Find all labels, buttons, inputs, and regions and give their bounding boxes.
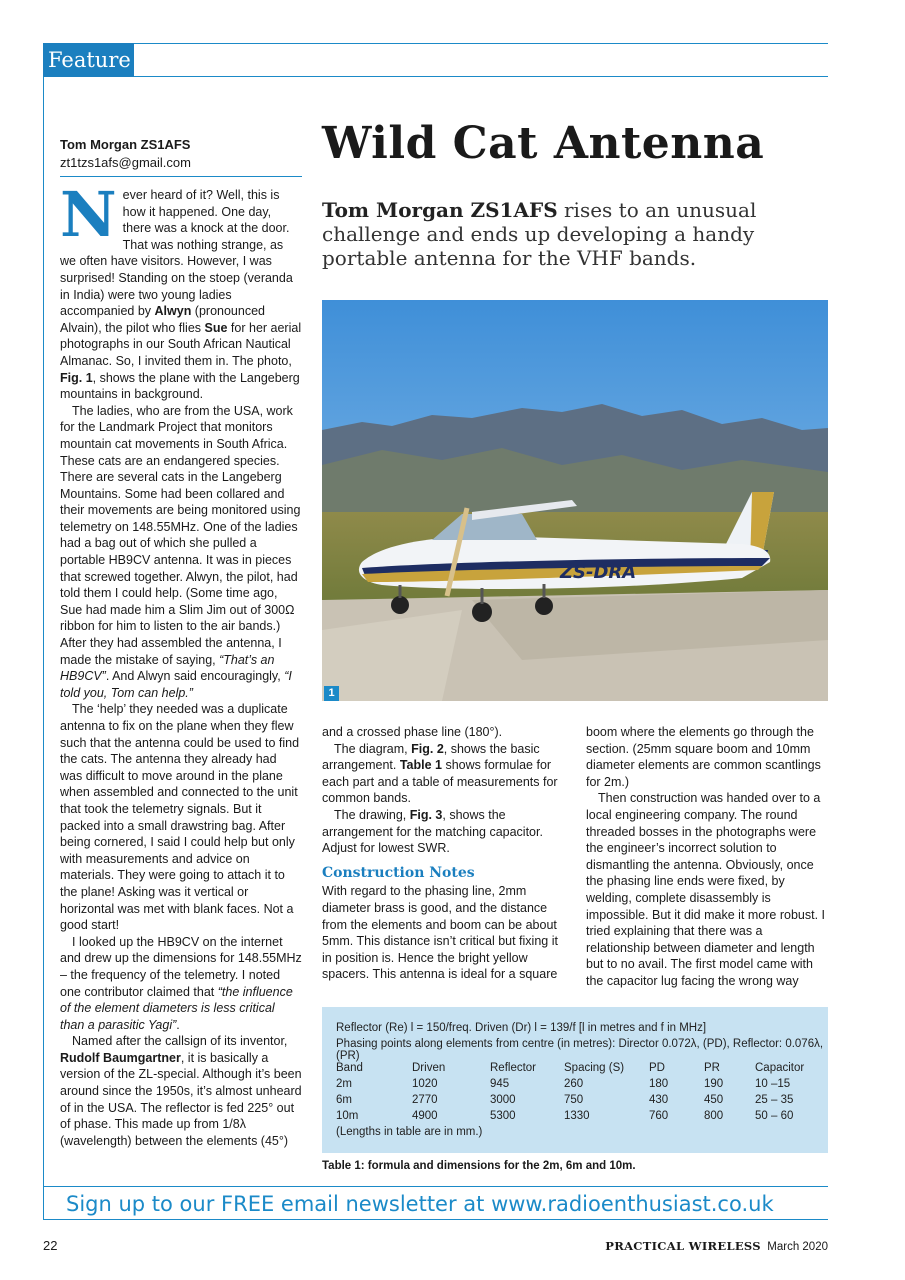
table-cell: 3000 (490, 1094, 516, 1106)
table-cell: 10m (336, 1110, 359, 1122)
fig-ref: Fig. 3 (409, 807, 443, 822)
table-header: Driven (412, 1062, 446, 1074)
table-header: PD (649, 1062, 665, 1074)
table-formula: Reflector (Re) l = 150/freq. Driven (Dr) l = 139/f [l in metres and f in MHz] (336, 1022, 707, 1034)
table-1 (322, 1007, 828, 1153)
table-cell: 450 (704, 1094, 724, 1106)
text-run: for her aerial photographs in our South African Nautical Almanac. So, I invited them in. The photo, (60, 320, 302, 368)
table-cell: 945 (490, 1078, 510, 1090)
table-cell: 4900 (412, 1110, 438, 1122)
table-caption: Table 1: formula and dimensions for the 2m, 6m and 10m. (322, 1160, 636, 1172)
text-run: The ladies, who are from the USA, work for the Landmark Project that monitors mountain cat movements in South Africa. These cats are an endangered species. There are several cats in the Langeberg Mountains. Some had been collared and their movements are being monitored using telemetry on 148.55MHz. One of the ladies had a bag out of which she pulled a portable HB9CV antenna. It was in pieces that screwed together. Alwyn, the pilot, had told them I could help. (Some time ago, Sue had made him a Slim Jim out of 300Ω ribbon for him to listen to the air bands.) After they had assembled the antenna, I made the mistake of saying, (60, 403, 301, 667)
banner-rule-top (43, 1186, 828, 1187)
fig-ref: Fig. 1 (60, 370, 93, 385)
table-header: PR (704, 1062, 720, 1074)
quote: “I told you, Tom can help.” (60, 669, 292, 700)
text-run: , it is basically a version of the ZL-special. Although it’s been around since the 1950s, it’s almost unheard of in the USA. The reflector is fed 225° out of phase. This made up from 1/8λ (wavelength) between the elements (45°) (60, 1050, 302, 1148)
table-cell: 5300 (490, 1110, 516, 1122)
figure-number: 1 (324, 686, 339, 701)
standfirst (322, 198, 822, 270)
table-cell: 430 (649, 1094, 669, 1106)
table-phasing: Phasing points along elements from centre (in metres): Director 0.072λ, (PD), Reflector: 0.076λ, (PR) (336, 1038, 824, 1062)
table-header: Capacitor (755, 1062, 805, 1074)
table-header: Reflector (490, 1062, 537, 1074)
text-run: shows formulae for each part and a table of measurements for common bands. (322, 758, 558, 806)
table-cell: 760 (649, 1110, 669, 1122)
standfirst-text: rises to an unusual challenge and ends up developing a handy portable antenna for the VHF bands. (322, 198, 757, 270)
text-run: I looked up the HB9CV on the internet and drew up the dimensions for 148.55MHz – the frequency of the telemetry. I noted one contributor claimed that (60, 934, 302, 999)
text-run: The ‘help’ they needed was a duplicate antenna to fix on the plane when they flew such that the antenna could be used to find the cats. The antenna they already had was difficult to move around in the plane when assembled and connected to the unit that took the telemetry signals. But it packed into a small drawstring bag. After being cornered, I said I could help but only with measurements and advice on materials. They were going to attach it to the plane! Asking was it vertical or horizontal was met with blank faces. Not a good start! (60, 702, 300, 933)
table-cell: 260 (564, 1078, 584, 1090)
text-run: , shows the basic arrangement. (322, 741, 540, 773)
paragraph (60, 178, 302, 403)
text-run: . (176, 1017, 180, 1032)
column-right (586, 724, 828, 990)
fig-ref: Fig. 2 (411, 741, 444, 756)
text-run: ever heard of it? Well, this is how it happened. One day, there was a knock at the door. That was nothing strange, as we often have visitors. However, I was surprised! Standing on the stoep (veranda in India) were two young ladies accompanied by (60, 188, 293, 319)
banner-rule-bottom (43, 1219, 828, 1220)
table-cell: 25 – 35 (755, 1094, 794, 1106)
quote: “That’s an HB9CV” (60, 652, 275, 684)
article-title: Wild Cat Antenna (322, 118, 765, 169)
plane-photo (322, 300, 828, 701)
registration-mark: ZS-DRA (560, 562, 637, 583)
paragraph (322, 741, 567, 807)
text-run: , shows the arrangement for the matching capacitor. Adjust for lowest SWR. (322, 807, 543, 856)
text-run: With regard to the phasing line, 2mm diameter brass is good, and the distance from the elements and boom can be about 5mm. This distance isn’t critical but fixing it in position is. Hence the bright yellow spacers. This antenna is ideal for a square (322, 884, 558, 982)
text-run: Then construction was handed over to a local engineering company. The round threaded bosses in the photographs were the engineer’s incorrect solution to dismantling the antenna. Obviously, once the phasing line ends were fixed, by welding, complete disassembly is impossible. But it did make it more robust. I tried explaining that there was a relationship between diameter and length but to no avail. The first model came with the capacitor lug facing the wrong way (586, 791, 825, 988)
table-cell: 180 (649, 1078, 669, 1090)
table-cell: 1020 (412, 1078, 438, 1090)
text-run: The drawing, (334, 807, 410, 822)
header-band (134, 44, 828, 77)
paragraph (60, 701, 302, 933)
left-border (43, 43, 44, 1220)
table-cell: 1330 (564, 1110, 590, 1122)
text-run: The diagram, (334, 741, 412, 756)
name-alwyn: Alwyn (154, 304, 192, 319)
paragraph (322, 883, 567, 983)
name-sue: Sue (204, 320, 228, 335)
issue-date: March 2020 (767, 1241, 828, 1253)
table-header: Spacing (S) (564, 1062, 625, 1074)
plane-illustration (322, 300, 828, 701)
text-run: boom where the elements go through the section. (25mm square boom and 10mm diameter elements are common scantlings for 2m.) (586, 725, 821, 789)
quote: “the influence of the element diameters is less critical than a parasitic Yagi” (60, 984, 293, 1032)
table-ref: Table 1 (399, 758, 442, 773)
table-header: Band (336, 1062, 363, 1074)
text-run: . And Alwyn said encouragingly, (105, 669, 285, 684)
table-cell: 2770 (412, 1094, 438, 1106)
section-label: Feature (43, 43, 134, 77)
table-cell: 190 (704, 1078, 724, 1090)
paragraph (60, 934, 302, 1034)
byline-author: Tom Morgan ZS1AFS (60, 137, 191, 152)
table-cell: 6m (336, 1094, 352, 1106)
drop-cap: N (60, 178, 117, 251)
subheading: Construction Notes (322, 864, 475, 881)
column-middle (322, 724, 567, 983)
paragraph (322, 724, 567, 741)
table-cell: 2m (336, 1078, 352, 1090)
table-cell: 50 – 60 (755, 1110, 794, 1122)
table-cell: 10 –15 (755, 1078, 791, 1090)
text-run: (pronounced Alvain), the pilot who flies (60, 304, 265, 335)
paragraph (322, 807, 567, 857)
text-run: and a crossed phase line (180°). (322, 725, 503, 739)
column-left (60, 178, 302, 1149)
paragraph (60, 1033, 302, 1149)
text-run: , shows the plane with the Langeberg mountains in background. (60, 370, 300, 402)
table-cell: 750 (564, 1094, 584, 1106)
magazine-name: PRACTICAL WIRELESS (605, 1239, 761, 1253)
table-note: (Lengths in table are in mm.) (336, 1126, 483, 1138)
standfirst-name: Tom Morgan ZS1AFS (322, 198, 558, 222)
table-cell: 800 (704, 1110, 724, 1122)
paragraph (586, 790, 828, 989)
paragraph (586, 724, 828, 790)
byline-email[interactable]: zt1tzs1afs@gmail.com (60, 155, 191, 170)
text-run: Named after the callsign of its inventor, (72, 1034, 288, 1049)
page-number: 22 (43, 1238, 58, 1253)
byline-divider (60, 176, 302, 177)
footer-publication (605, 1239, 828, 1253)
name-inventor: Rudolf Baumgartner (60, 1050, 181, 1065)
paragraph (60, 403, 302, 702)
newsletter-signup-link[interactable]: Sign up to our FREE email newsletter at www.radioenthusiast.co.uk (66, 1192, 774, 1216)
